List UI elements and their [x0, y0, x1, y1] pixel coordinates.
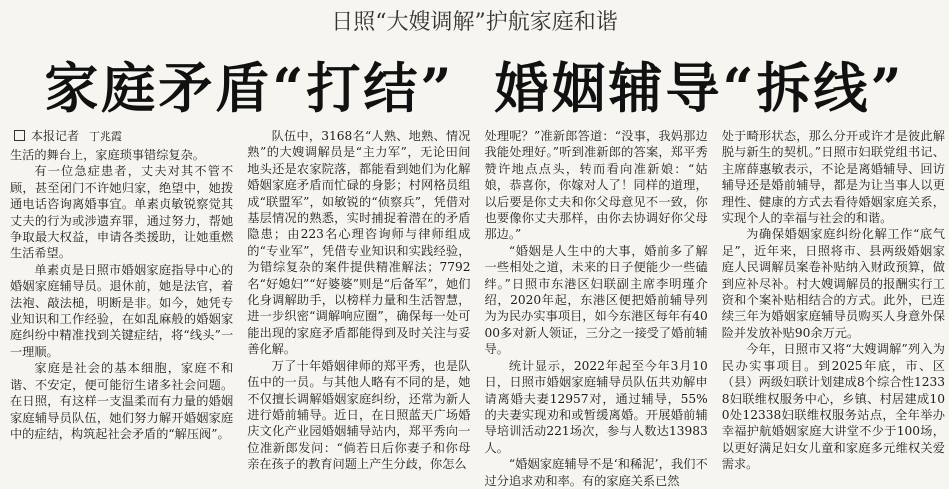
paragraph: 单素贞是日照市婚姻家庭指导中心的婚姻家庭辅导员。退休前，她是法官，着法袍、敲法槌，明断是非。如今，她凭专业知识和工作经验，在如乱麻般的婚姻家庭纠纷中精准找到关键症结，将“线头”一一理顺。 — [10, 262, 234, 359]
headline-left: 家庭矛盾“打结” — [44, 56, 455, 120]
paragraph: 万了十年婚姻律师的郑平秀，也是队伍中的一员。与其他人略有不同的是，她不仅擅长调解婚姻家庭纠纷，还常为新人进行婚前辅导。近日，在日照蓝天广场婚庆文化产业园婚姻辅导站内，郑平秀向一位准新郎发问：“倘若日后你妻子和你母亲在孩子的教育问题上产生分歧，你怎么 — [247, 358, 471, 472]
headline-right: 婚姻辅导“拆线” — [494, 56, 905, 120]
article-column-2 — [247, 128, 471, 472]
article-column-3 — [484, 128, 708, 488]
byline-label: 本报记者 — [31, 129, 80, 143]
paragraph: 生活的舞台上，家庭琐事错综复杂。 — [10, 148, 205, 162]
paragraph: 有一位急症患者，丈夫对其不管不顾，甚至闭门不许她归家，绝望中，她拨通电话咨询离婚事宜。单素贞敏锐察觉其丈夫的行为或涉遗弃罪，通过努力，帮她争取最大权益，申请各类援助，让她重燃生活希望。 — [10, 164, 234, 261]
article-headline — [0, 56, 949, 120]
paragraph: 队伍中，3168名“人熟、地熟、情况熟”的大嫂调解员是“主力军”，无论田间地头还是农家院落，都能看到她们为化解婚姻家庭矛盾而忙碌的身影；村网格员组成“联盟军”，如敏锐的“侦察兵”，凭借对基层情况的熟悉，实时捕捉着潜在的矛盾隐患；由223名心理咨询师与律师组成的“专业军”，凭借专业知识和实践经验，为错综复杂的案件提供精准解法；7792名“好媳妇”“好婆婆”则是“后备军”，她们化身调解助手，以榜样力量和生活智慧，进一步织密“调解响应圈”，确保每一处可能出现的家庭矛盾都能得到及时关注与妥善化解。 — [247, 129, 471, 357]
paragraph: “婚姻家庭辅导不是‘和稀泥’，我们不过分追求劝和率。有的家庭关系已然 — [484, 457, 708, 488]
paragraph: 处理呢？”准新郎答道：“没事，我妈那边我能处理好。”听到准新郎的答案，郑平秀赞许地点点头，转而看向准新娘：“姑娘，恭喜你，你嫁对人了！同样的道理，以后要是你丈夫和你父母意见不一致，你也要像你丈夫那样，由你去协调好你父母那边。” — [484, 129, 708, 242]
article-column-1 — [10, 128, 233, 454]
article-column-4 — [721, 128, 945, 472]
article-columns — [10, 128, 945, 488]
paragraph: 处于畸形状态，那么分开或许才是彼此解脱与新生的契机。”日照市妇联党组书记、主席薛惠敏表示，不论是离婚辅导、回访辅导还是婚前辅导，都是为让当事人以更理性、健康的方式去看待婚姻家庭关系，实现个人的幸福与社会的和谐。 — [721, 129, 945, 226]
byline-box-icon — [14, 130, 25, 141]
byline-author: 丁兆霞 — [89, 130, 123, 143]
paragraph: 统计显示，2022年起至今年3月10日，日照市婚姻家庭辅导员队伍共劝解申请离婚夫妻12957对，通过辅导，55%的夫妻实现劝和或暂缓离婚。开展婚前辅导培训活动221场次，参与人数达13983人。 — [484, 358, 708, 455]
paragraph: 今年，日照市又将“大嫂调解”列入为民办实事项目。到2025年底，市、区（县）两级妇联计划建成8个综合性12338妇联维权服务中心，乡镇、村居建成100处12338妇联维权服务站点，全年举办幸福护航婚姻家庭大讲堂不少于100场，以更好满足妇女儿童和家庭多元维权关爱需求。 — [721, 342, 945, 472]
paragraph: 家庭是社会的基本细胞，家庭不和谐、不安定，便可能衍生诸多社会问题。在日照，有这样一支温柔而有力量的婚姻家庭辅导员队伍，她们努力解开婚姻家庭中的症结，构筑起社会矛盾的“解压阀”。 — [10, 361, 234, 441]
paragraph: “婚姻是人生中的大事，婚前多了解一些相处之道，未来的日子便能少一些磕绊。”日照市东港区妇联副主席李明瑾介绍，2020年起，东港区便把婚前辅导列为为民办实事项目，如今东港区每年有4000多对新人领证，三分之一接受了婚前辅导。 — [484, 243, 708, 357]
article-subhead: 日照“大嫂调解”护航家庭和谐 — [331, 10, 618, 35]
paragraph: 为确保婚姻家庭纠纷化解工作“底气足”，近年来，日照将市、县两级婚姻家庭人民调解员案卷补贴纳入财政预算，做到应补尽补。村大嫂调解员的报酬实行工资和个案补贴相结合的方式。此外，已连续三年为婚姻家庭辅导员购买人身意外保险并发放补贴90余万元。 — [721, 227, 945, 340]
byline — [10, 128, 233, 145]
